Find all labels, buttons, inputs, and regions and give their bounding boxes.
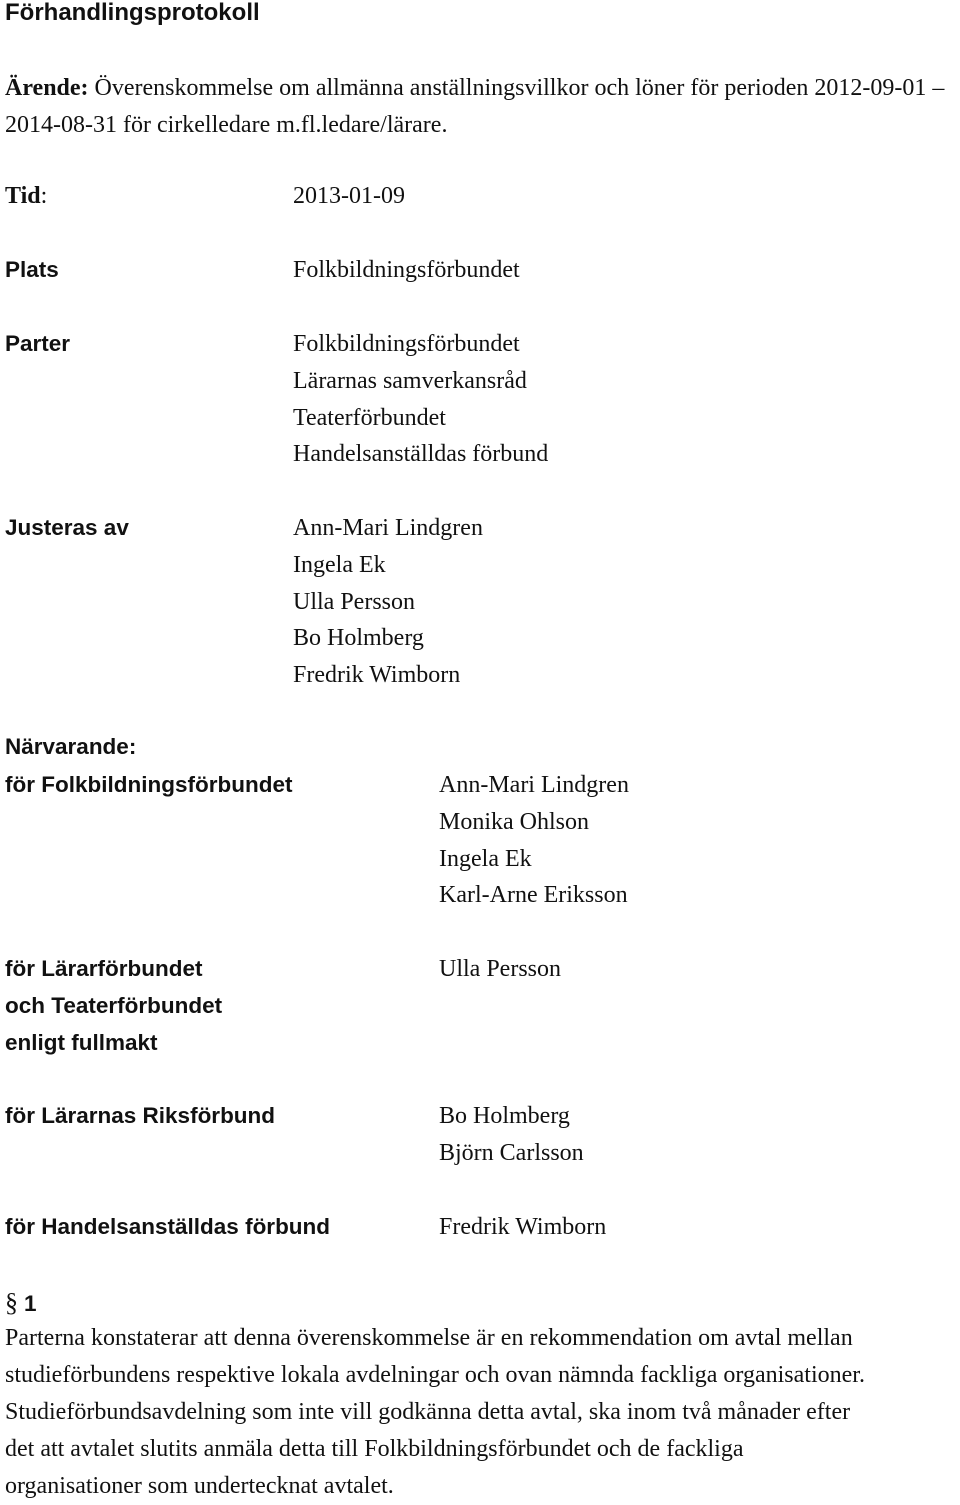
present-org-line: för Folkbildningsförbundet [5, 772, 293, 797]
present-org-line: för Lärarförbundet [5, 956, 203, 981]
section-number: 1 [24, 1291, 37, 1316]
present-name: Ann-Mari Lindgren [439, 772, 629, 798]
justeras-item: Fredrik Wimborn [293, 662, 461, 689]
tid-label-text: Tid [5, 183, 41, 209]
justeras-item: Ulla Persson [293, 588, 415, 615]
present-name: Ulla Persson [439, 956, 561, 982]
paragraph-line: det att avtalet slutits anmäla detta till Folkbildningsförbundet och de fackliga [5, 1436, 744, 1462]
parter-item: Folkbildningsförbundet [293, 331, 520, 357]
paragraph-line: organisationer som undertecknat avtalet. [5, 1473, 394, 1499]
present-names [439, 1098, 584, 1172]
present-org [5, 767, 292, 804]
subject-paragraph [5, 70, 955, 143]
present-name: Karl-Arne Eriksson [439, 882, 628, 909]
section-symbol: § [5, 1288, 18, 1317]
paragraph-line: studieförbundens respektive lokala avdelningar och ovan nämnda fackliga organisationer. [5, 1362, 865, 1388]
document-title: Förhandlingsprotokoll [5, 0, 260, 26]
subject-label: Ärende: [5, 75, 89, 101]
present-name: Monika Ohlson [439, 808, 589, 835]
present-org [5, 1209, 330, 1246]
present-name: Fredrik Wimborn [439, 1214, 607, 1240]
tid-value-list [293, 178, 405, 215]
paragraph-line: Studieförbundsavdelning som inte vill godkänna detta avtal, ska inom två månader efter [5, 1399, 851, 1425]
paragraph-line: Parterna konstaterar att denna överenskommelse är en rekommendation om avtal mellan [5, 1325, 853, 1351]
section-paragraph [5, 1320, 960, 1505]
present-org [5, 1098, 275, 1135]
present-org [5, 951, 222, 1061]
present-names [439, 767, 629, 914]
justeras-label: Justeras av [5, 515, 129, 540]
tid-colon: : [40, 183, 48, 209]
justeras-item: Ann-Mari Lindgren [293, 515, 483, 541]
tid-value: 2013-01-09 [293, 183, 405, 209]
parter-item: Lärarnas samverkansråd [293, 367, 527, 394]
justeras-list [293, 510, 483, 694]
present-name: Bo Holmberg [439, 1103, 570, 1129]
parter-item: Handelsanställdas förbund [293, 441, 549, 468]
present-name: Ingela Ek [439, 845, 532, 872]
present-org-line: för Lärarnas Riksförbund [5, 1103, 276, 1128]
plats-value: Folkbildningsförbundet [293, 257, 520, 283]
subject-text: Överenskommelse om allmänna anställningsvillkor och löner för perioden 2012-09-01 – 2014-08-31 för cirkelledare m.fl.ledare/lärare. [5, 75, 945, 138]
parter-list [293, 326, 548, 473]
tid-label [5, 178, 47, 215]
present-org-line: för Handelsanställdas förbund [5, 1214, 331, 1239]
present-names [439, 1209, 606, 1246]
section-heading [5, 1285, 37, 1323]
justeras-item: Ingela Ek [293, 551, 386, 578]
justeras-item: Bo Holmberg [293, 625, 424, 652]
parter-item: Teaterförbundet [293, 404, 446, 431]
present-heading: Närvarande: [5, 734, 137, 759]
present-org-line: enligt fullmakt [5, 1029, 158, 1055]
plats-label: Plats [5, 257, 59, 282]
present-names [439, 951, 561, 988]
present-name: Björn Carlsson [439, 1139, 584, 1166]
plats-value-list [293, 252, 520, 289]
parter-label: Parter [5, 331, 71, 356]
present-org-line: och Teaterförbundet [5, 992, 223, 1018]
